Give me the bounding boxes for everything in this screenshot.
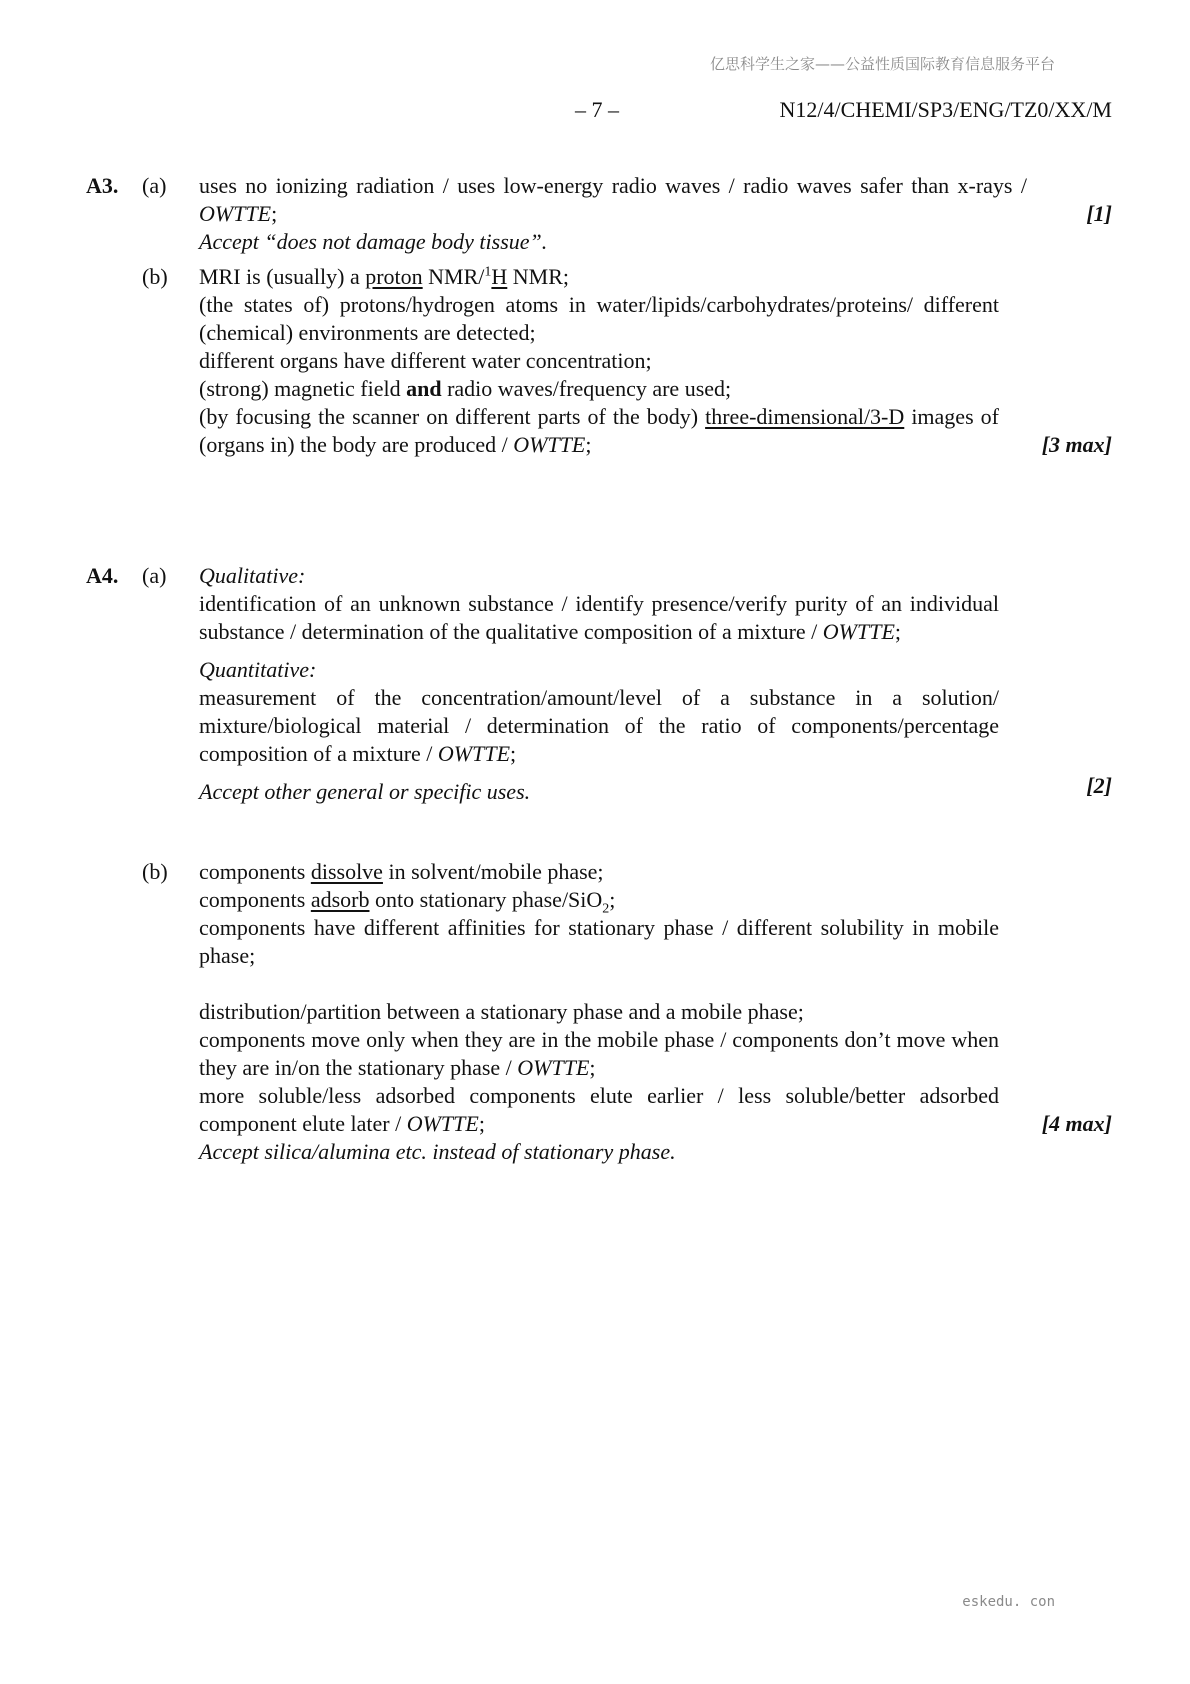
- owtte: OWTTE: [513, 432, 586, 457]
- answer-line: measurement of the concentration/amount/level of a substance in a solution/ mixture/biological material / determination of the ratio of components/percentage composition of a mixture /: [199, 685, 999, 766]
- owtte: OWTTE: [437, 741, 511, 766]
- answer-line: components move only when they are in the mobile phase / components don’t move when they are in/on the stationary phase /: [199, 1027, 999, 1080]
- owtte: OWTTE: [517, 1055, 590, 1080]
- bold-word: and: [406, 376, 442, 401]
- punct: ;: [510, 741, 517, 766]
- punct: ;: [609, 887, 616, 912]
- examiner-note: Accept silica/alumina etc. instead of stationary phase.: [199, 1139, 676, 1164]
- underlined-word: proton: [365, 264, 423, 289]
- page-number: – 7 –: [575, 97, 619, 122]
- answer-line: NMR/: [422, 264, 485, 289]
- punct: ;: [585, 432, 592, 457]
- question-label: A3.: [86, 173, 119, 198]
- subscript: 2: [602, 901, 610, 917]
- owtte: OWTTE: [199, 201, 272, 226]
- question-label: A4.: [86, 563, 119, 588]
- answer-line: components have different affinities for stationary phase / different solubility in mobile phase;: [199, 915, 999, 968]
- answer-line: (strong) magnetic field: [199, 376, 407, 401]
- marks: [2]: [1086, 773, 1112, 798]
- marks: [3 max]: [1041, 432, 1112, 457]
- footer-watermark: eskedu. con: [962, 1594, 1055, 1610]
- superscript: 1: [484, 264, 492, 280]
- punct: ;: [894, 619, 902, 644]
- part-label: (b): [142, 264, 168, 289]
- answer-line: different organs have different water concentration;: [199, 348, 652, 373]
- subheading: Quantitative:: [199, 657, 317, 682]
- answer-text: [199, 858, 999, 1166]
- part-label: (a): [142, 563, 167, 588]
- part-label: (b): [142, 859, 168, 884]
- owtte: OWTTE: [406, 1111, 479, 1136]
- answer-line: distribution/partition between a stationary phase and a mobile phase;: [199, 999, 804, 1024]
- answer-line: (the states of) protons/hydrogen atoms in water/lipids/carbohydrates/proteins/ different (chemical) environments are detected;: [199, 292, 999, 345]
- answer-line: components: [199, 859, 311, 884]
- examiner-note: Accept other general or specific uses.: [199, 779, 531, 804]
- answer-line: identification of an unknown substance / identify presence/verify purity of an individual substance / determination of the qualitative composition of a mixture /: [199, 591, 999, 644]
- answer-line: onto stationary phase/SiO: [369, 887, 603, 912]
- answer-line: more soluble/less adsorbed components elute earlier / less soluble/better adsorbed component elute later /: [199, 1083, 999, 1136]
- answer-text: [199, 172, 1027, 256]
- answer-text: [199, 263, 999, 459]
- answer-text: [199, 562, 999, 806]
- owtte: OWTTE: [822, 619, 895, 644]
- underlined-word: dissolve: [310, 859, 383, 884]
- answer-line: NMR;: [507, 264, 570, 289]
- answer-line: radio waves/frequency are used;: [441, 376, 732, 401]
- header-watermark: 亿思科学生之家——公益性质国际教育信息服务平台: [709, 55, 1055, 73]
- part-label: (a): [142, 173, 167, 198]
- answer-line: uses no ionizing radiation / uses low-energy radio waves / radio waves safer than x-rays /: [199, 173, 1027, 198]
- answer-line: (by focusing the scanner on different parts of the body): [199, 404, 706, 429]
- marks: [1]: [1086, 201, 1112, 226]
- marks: [4 max]: [1041, 1111, 1112, 1136]
- underlined-word: adsorb: [310, 887, 370, 912]
- underlined-word: three-dimensional/3-D: [705, 404, 905, 429]
- answer-line: components: [199, 887, 311, 912]
- punct: ;: [271, 201, 278, 226]
- answer-line: in solvent/mobile phase;: [382, 859, 604, 884]
- paper-code: N12/4/CHEMI/SP3/ENG/TZ0/XX/M: [779, 97, 1112, 122]
- examiner-note: Accept “does not damage body tissue”.: [199, 229, 548, 254]
- punct: ;: [478, 1111, 485, 1136]
- subheading: Qualitative:: [199, 563, 306, 588]
- punct: ;: [589, 1055, 596, 1080]
- answer-line: MRI is (usually) a: [199, 264, 366, 289]
- answer-line: images of (organs in) the body are produced /: [199, 404, 999, 457]
- underlined-word: H: [491, 264, 508, 289]
